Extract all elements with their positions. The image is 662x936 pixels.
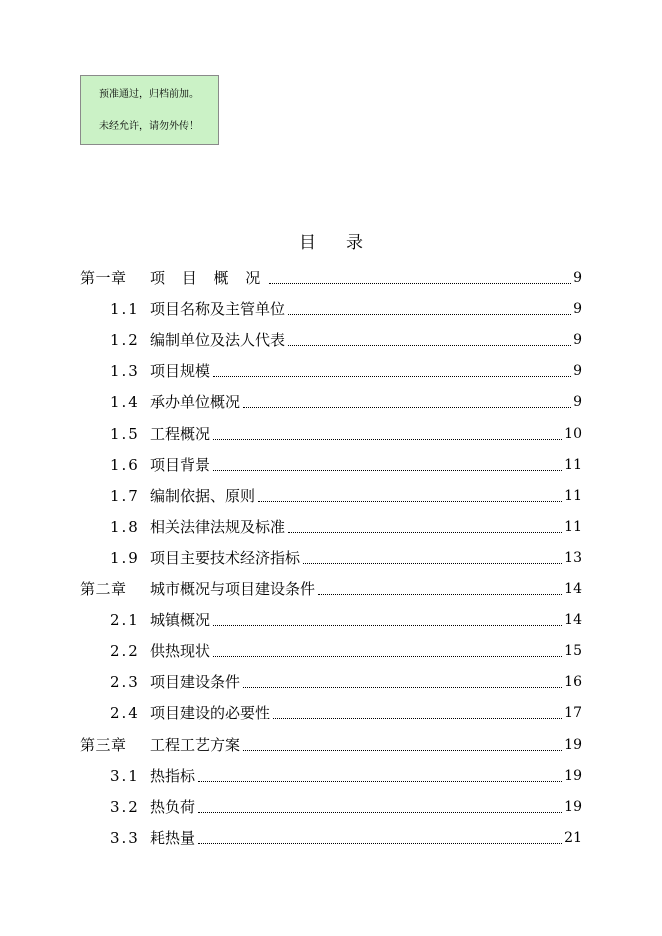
toc-entry-label: 项目主要技术经济指标 — [150, 549, 301, 567]
toc-entry-number: 1.1 — [110, 300, 140, 318]
toc-dot-leader — [243, 406, 571, 408]
toc-dot-leader — [243, 686, 562, 688]
toc-entry-page: 9 — [573, 270, 582, 286]
toc-entry-number: 2.4 — [110, 704, 140, 722]
toc-entry-number: 2.3 — [110, 673, 140, 691]
toc-entry-number: 第一章 — [80, 269, 127, 287]
toc-entry[interactable] — [80, 422, 582, 444]
toc-entry[interactable] — [80, 359, 582, 381]
toc-entry[interactable] — [80, 453, 582, 475]
toc-entry-page: 9 — [573, 363, 582, 379]
toc-dot-leader — [303, 562, 562, 564]
toc-entry[interactable] — [80, 795, 582, 817]
toc-entry-number: 3.1 — [110, 767, 140, 785]
toc-entry-label: 编制单位及法人代表 — [150, 331, 286, 349]
toc-title: 目录 — [299, 233, 393, 253]
toc-entry-label: 项目名称及主管单位 — [150, 300, 286, 318]
toc-entry-number: 1.9 — [110, 549, 140, 567]
toc-entry-page: 11 — [564, 488, 582, 504]
toc-entry-label: 项目建设条件 — [150, 673, 241, 691]
toc-entry-label: 城市概况与项目建设条件 — [150, 580, 316, 598]
toc-entry-label: 编制依据、原则 — [150, 487, 256, 505]
toc-entry-label: 热负荷 — [150, 798, 196, 816]
toc-entry[interactable] — [80, 764, 582, 786]
toc-dot-leader — [243, 749, 562, 751]
toc-entry[interactable] — [80, 328, 582, 350]
toc-entry[interactable] — [80, 546, 582, 568]
toc-entry-page: 15 — [564, 643, 582, 659]
toc-dot-leader — [258, 500, 562, 502]
notice-line-1: 预准通过，归档前加。 — [99, 89, 199, 100]
toc-entry[interactable] — [80, 390, 582, 412]
toc-entry-number: 1.5 — [110, 425, 140, 443]
toc-entry-page: 17 — [564, 705, 582, 721]
toc-entry-label: 相关法律法规及标准 — [150, 518, 286, 536]
notice-line-2: 未经允许，请勿外传！ — [99, 121, 199, 132]
toc-entry-page: 14 — [564, 581, 582, 597]
toc-entry-page: 21 — [564, 830, 582, 846]
toc-entry[interactable] — [80, 639, 582, 661]
toc-dot-leader — [288, 531, 562, 533]
toc-entry-page: 9 — [573, 301, 582, 317]
toc-entry-page: 11 — [564, 519, 582, 535]
toc-entry-label: 工程概况 — [150, 425, 211, 443]
toc-entry-label: 城镇概况 — [150, 611, 211, 629]
toc-dot-leader — [213, 375, 571, 377]
toc-entry-number: 1.7 — [110, 487, 140, 505]
toc-dot-leader — [198, 780, 562, 782]
toc-entry-page: 19 — [564, 799, 582, 815]
toc-entry-page: 10 — [564, 426, 582, 442]
toc-entry-page: 16 — [564, 674, 582, 690]
toc-entry[interactable] — [80, 701, 582, 723]
toc-entry-label: 供热现状 — [150, 642, 211, 660]
toc-entry-page: 14 — [564, 612, 582, 628]
toc-entry-label: 耗热量 — [150, 829, 196, 847]
toc-entry[interactable] — [80, 577, 582, 599]
toc-dot-leader — [213, 655, 562, 657]
toc-entry-number: 1.8 — [110, 518, 140, 536]
toc-entry[interactable] — [80, 515, 582, 537]
toc-entry[interactable] — [80, 670, 582, 692]
toc-entry-page: 13 — [564, 550, 582, 566]
toc-dot-leader — [198, 811, 562, 813]
toc-entry-label: 项目背景 — [150, 456, 211, 474]
toc-dot-leader — [213, 624, 562, 626]
toc-entry-page: 11 — [564, 457, 582, 473]
toc-entry-label: 工程工艺方案 — [150, 736, 241, 754]
toc-entry-number: 1.2 — [110, 331, 140, 349]
toc-dot-leader — [213, 438, 562, 440]
toc-entry-label: 热指标 — [150, 767, 196, 785]
toc-entry-number: 2.1 — [110, 611, 140, 629]
toc-dot-leader — [198, 842, 562, 844]
toc-entry-number: 第二章 — [80, 580, 127, 598]
toc-entry-number: 1.6 — [110, 456, 140, 474]
toc-dot-leader — [288, 313, 571, 315]
toc-entry-number: 3.2 — [110, 798, 140, 816]
toc-entry-page: 9 — [573, 394, 582, 410]
toc-entry-number: 1.3 — [110, 362, 140, 380]
toc-dot-leader — [213, 469, 562, 471]
toc-entry-number: 1.4 — [110, 393, 140, 411]
toc-entry-label: 项目规模 — [150, 362, 211, 380]
toc-entry[interactable] — [80, 826, 582, 848]
toc-dot-leader — [269, 282, 571, 284]
toc-entry-number: 2.2 — [110, 642, 140, 660]
toc-entry-page: 19 — [564, 768, 582, 784]
toc-entry[interactable] — [80, 733, 582, 755]
toc-entry-page: 9 — [573, 332, 582, 348]
toc-dot-leader — [273, 717, 562, 719]
toc-entry-label: 项 目 概 况 — [150, 269, 267, 287]
toc-entry[interactable] — [80, 608, 582, 630]
toc-entry[interactable] — [80, 266, 582, 288]
toc-entry-page: 19 — [564, 737, 582, 753]
toc-entry[interactable] — [80, 484, 582, 506]
toc-entry[interactable] — [80, 297, 582, 319]
toc-dot-leader — [318, 593, 562, 595]
toc-entry-label: 项目建设的必要性 — [150, 704, 271, 722]
notice-box — [80, 75, 219, 145]
toc-entry-label: 承办单位概况 — [150, 393, 241, 411]
toc-dot-leader — [288, 344, 571, 346]
toc-entry-number: 第三章 — [80, 736, 127, 754]
toc-entry-number: 3.3 — [110, 829, 140, 847]
